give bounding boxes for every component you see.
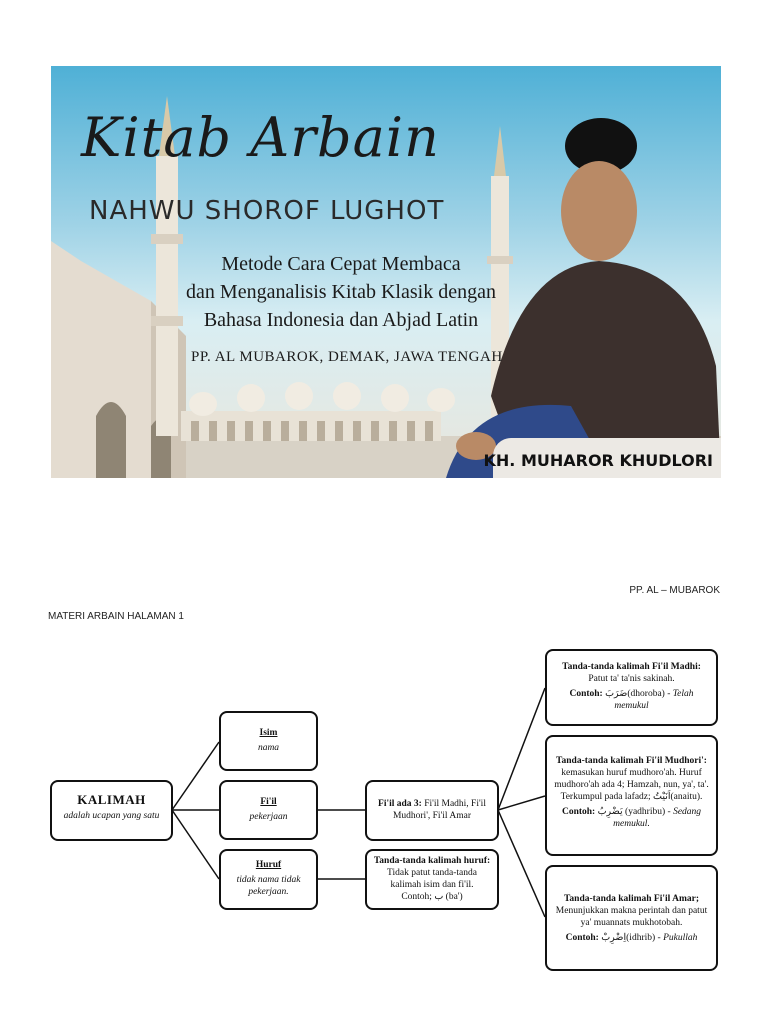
madhi-label: Tanda-tanda kalimah Fi'il Madhi: [562, 662, 701, 672]
banner-desc-line: Bahasa Indonesia dan Abjad Latin [203, 309, 479, 331]
kalimah-title: KALIMAH [77, 792, 146, 807]
page-header-right: PP. AL – MUBAROK [629, 585, 720, 596]
mudhori-text: kemasukan huruf mudhoro'ah. Huruf mudhoro'ah ada 4; Hamzah, nun, ya', ta'. Terkumpul pada lafadz; اَنَيْتُ(anaitu). [554, 768, 709, 802]
banner-description [171, 250, 511, 334]
huruf-signs-box [365, 849, 499, 910]
banner-subtitle: NAHWU SHOROF LUGHOT [89, 196, 445, 226]
fiil-title: Fi'il [260, 797, 277, 807]
banner-location: PP. AL MUBAROK, DEMAK, JAWA TENGAH [191, 349, 503, 365]
amar-example: اِضْرِبْ(idhrib) - [601, 933, 661, 943]
huruf-desc: tidak nama tidak pekerjaan. [236, 875, 301, 897]
cover-banner [51, 66, 721, 478]
amar-text: Menunjukkan makna perintah dan patut ya' muannats mukhotobah. [555, 906, 708, 928]
amar-label: Tanda-tanda kalimah Fi'il Amar; [563, 894, 700, 904]
mudhori-example: يَضْرِبُ (yadhribu) - [597, 807, 671, 817]
fiil-types-box [365, 780, 499, 841]
huruf-signs-example: Contoh; ب (ba') [401, 892, 463, 902]
amar-example-label: Contoh: [565, 933, 599, 943]
huruf-box [219, 849, 318, 910]
banner-title: Kitab Arbain [81, 106, 440, 169]
fiil-types-text: Fi'il Madhi, Fi'il Mudhori', Fi'il Amar [392, 799, 486, 821]
huruf-signs-text: Tidak patut tanda-tanda kalimah isim dan fi'il. [387, 868, 477, 890]
mudhori-label: Tanda-tanda kalimah Fi'il Mudhori': [556, 756, 707, 766]
author-name: KH. MUHAROR KHUDLORI [483, 451, 713, 470]
kalimah-box [50, 780, 173, 841]
amar-example-meaning: Pukullah [663, 933, 698, 943]
amar-signs-box [545, 865, 718, 971]
mudhori-example-label: Contoh: [561, 807, 596, 817]
fiil-desc: pekerjaan [249, 812, 288, 822]
banner-desc-line: dan Menganalisis Kitab Klasik dengan [186, 281, 496, 303]
huruf-signs-label: Tanda-tanda kalimah huruf: [373, 856, 491, 866]
mudhori-example-meaning: Sedang memukul. [613, 807, 702, 829]
madhi-text: Patut ta' ta'nis sakinah. [588, 674, 675, 684]
kalimah-desc: adalah ucapan yang satu [63, 811, 160, 821]
banner-desc-line: Metode Cara Cepat Membaca [221, 253, 461, 275]
madhi-example-label: Contoh: [569, 689, 603, 699]
mudhori-signs-box [545, 735, 718, 856]
madhi-example-meaning: Telah memukul [614, 689, 694, 711]
fiil-box [219, 780, 318, 840]
isim-title: Isim [259, 728, 278, 738]
page-header-left: MATERI ARBAIN HALAMAN 1 [48, 611, 184, 622]
huruf-title: Huruf [255, 860, 282, 870]
madhi-signs-box [545, 649, 718, 726]
isim-box [219, 711, 318, 771]
fiil-types-label: Fi'il ada 3: [378, 799, 422, 809]
madhi-example: ضَرَبَ(dhoroba) - [605, 689, 671, 699]
isim-desc: nama [257, 743, 280, 753]
